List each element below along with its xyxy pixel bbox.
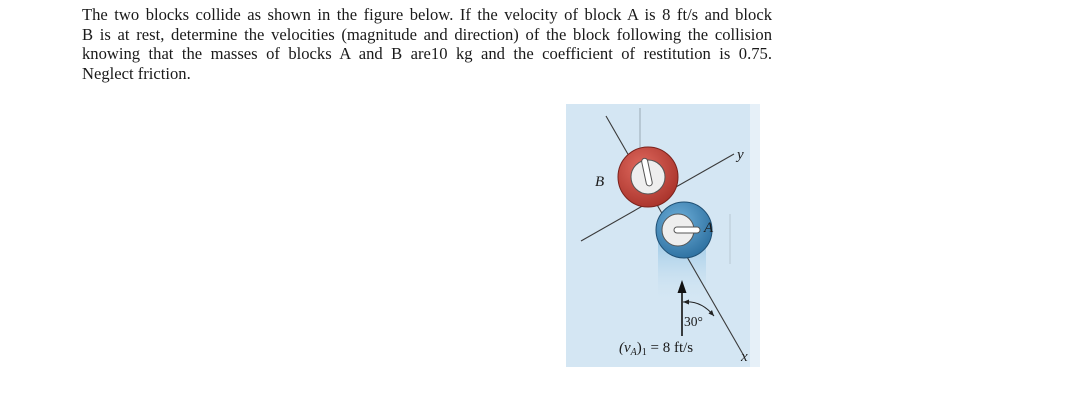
velocity-label-close: ) bbox=[636, 340, 642, 356]
angle-label: 30° bbox=[684, 314, 703, 329]
velocity-label-sub-1: 1 bbox=[641, 347, 647, 358]
velocity-label bbox=[619, 340, 693, 358]
velocity-label-v: (v bbox=[619, 340, 631, 356]
label-a: A bbox=[704, 220, 714, 236]
problem-line-2: B is at rest, determine the velocities (magnitude and direction) of the block following the collision bbox=[82, 24, 772, 44]
label-y: y bbox=[737, 147, 744, 163]
collision-diagram bbox=[566, 104, 760, 367]
problem-statement bbox=[82, 5, 772, 83]
problem-line-4: Neglect friction. bbox=[82, 63, 191, 83]
velocity-label-sub-a: A bbox=[630, 347, 637, 358]
figure-edge-strip bbox=[750, 104, 760, 367]
label-x: x bbox=[741, 349, 748, 365]
problem-line-3: knowing that the masses of blocks A and B are10 kg and the coefficient of restitution is 0.75. bbox=[82, 44, 772, 63]
velocity-label-value: = 8 ft/s bbox=[646, 340, 694, 356]
collision-figure bbox=[566, 104, 760, 367]
block-b bbox=[618, 147, 678, 207]
label-b: B bbox=[595, 174, 605, 190]
problem-line-1: The two blocks collide as shown in the figure below. If the velocity of block A is 8 ft/s and block bbox=[82, 5, 772, 24]
